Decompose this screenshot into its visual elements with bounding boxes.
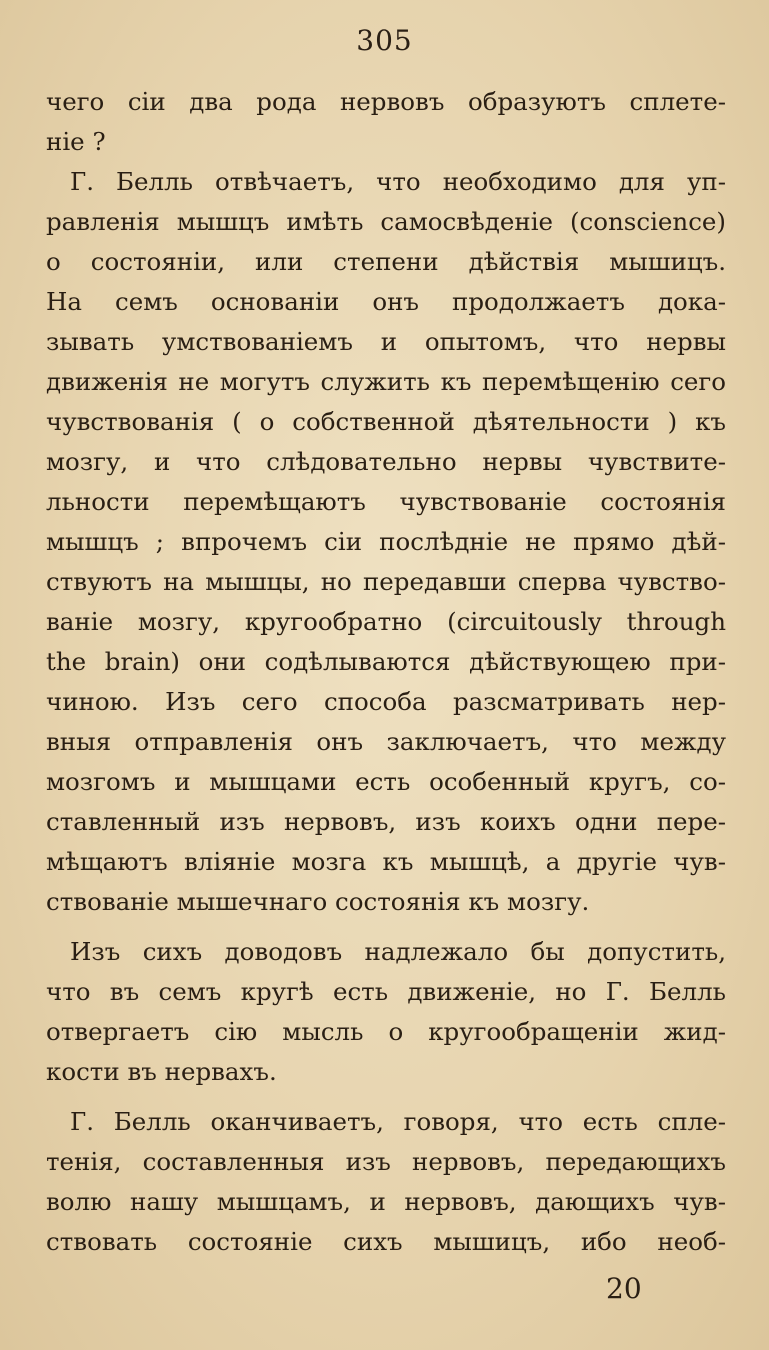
text-line: Изъ сихъ доводовъ надлежало бы допустить, [70, 937, 726, 966]
text-line: движенія не могутъ служить къ перемѣщенію сего [46, 367, 726, 396]
paragraph-gap [46, 1092, 726, 1102]
text-line: о состояніи, или степени дѣйствія мышицъ. [46, 247, 726, 276]
text-line: На семъ основаніи онъ продолжаетъ дока- [46, 287, 726, 316]
text-line: ставленный изъ нервовъ, изъ коихъ одни пере- [46, 807, 726, 836]
paragraph-gap [46, 922, 726, 932]
body-text [46, 82, 726, 1262]
text-line: равленія мышцъ имѣть самосвѣденіе (conscience) [46, 207, 726, 236]
text-line: Г. Белль оканчиваетъ, говоря, что есть спле- [70, 1107, 726, 1136]
text-line: мѣщаютъ вліяніе мозга къ мышцѣ, а другіе чув- [46, 847, 726, 876]
text-line: кости въ нервахъ. [46, 1057, 277, 1086]
text-line: вныя отправленія онъ заключаетъ, что между [46, 727, 726, 756]
text-line: мышцъ ; впрочемъ сіи послѣдніе не прямо дѣй- [46, 527, 726, 556]
text-line: льности перемѣщаютъ чувствованіе состоянія [46, 487, 726, 516]
text-line: ваніе мозгу, кругообратно (circuitously through [46, 607, 726, 636]
text-line: ніе ? [46, 127, 106, 156]
text-line: зывать умствованіемъ и опытомъ, что нервы [46, 327, 726, 356]
text-line: тенія, составленныя изъ нервовъ, передающихъ [46, 1147, 726, 1176]
text-line: ствовать состояніе сихъ мышицъ, ибо необ- [46, 1227, 726, 1256]
text-line: Г. Белль отвѣчаетъ, что необходимо для уп- [70, 167, 726, 196]
text-line: the brain) они содѣлываются дѣйствующею при- [46, 647, 726, 676]
text-line: ствованіе мышечнаго состоянія къ мозгу. [46, 887, 590, 916]
text-line: что въ семъ кругѣ есть движеніе, но Г. Белль [46, 977, 726, 1006]
text-line: мозгомъ и мышцами есть особенный кругъ, со- [46, 767, 726, 796]
text-line: чиною. Изъ сего способа разсматривать нер- [46, 687, 726, 716]
text-line: мозгу, и что слѣдовательно нервы чувствите- [46, 447, 726, 476]
text-line: чувствованія ( о собственной дѣятельности ) къ [46, 407, 726, 436]
text-line: чего сіи два рода нервовъ образуютъ сплете- [46, 87, 726, 116]
text-line: отвергаетъ сію мысль о кругообращеніи жид- [46, 1017, 726, 1046]
signature-mark: 20 [606, 1272, 642, 1305]
page-number: 305 [356, 24, 413, 57]
text-line: волю нашу мышцамъ, и нервовъ, дающихъ чув- [46, 1187, 726, 1216]
text-line: ствуютъ на мышцы, но передавши сперва чувство- [46, 567, 726, 596]
